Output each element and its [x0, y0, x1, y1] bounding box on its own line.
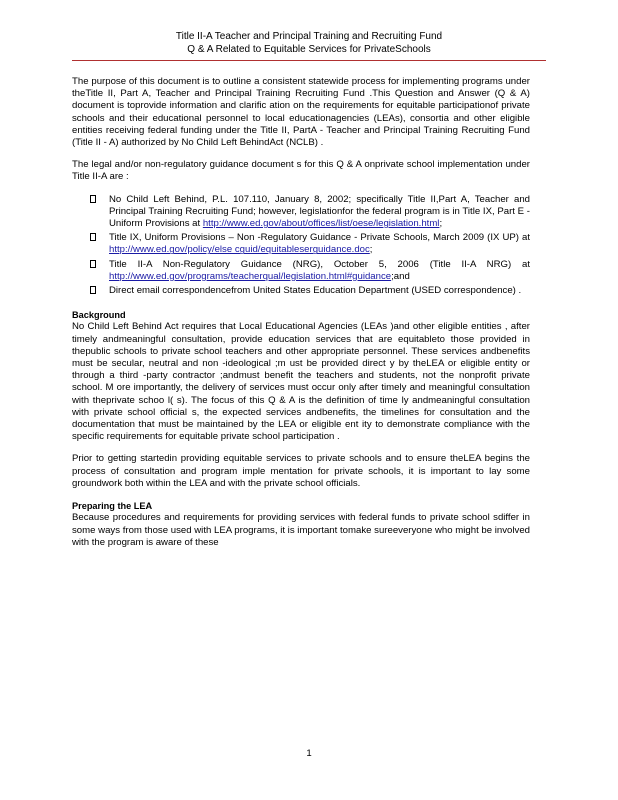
background-paragraph: No Child Left Behind Act requires that Local Educational Agencies (LEAs )and other eligible entities , after timely andmeaningful consultation, provide education services that are equitableto those provided in thepublic schools to private school teachers and other appropriate personnel. These services andbenefits must be secular, neutral and non -ideological ;m ust be provided direct y by theLEA or eligible entity or through a third -party contractor ;andmust benefit the teachers and students, not the nonprofit private school. M ore importantly, the delivery of services must occur only after timely and meaningful consultation with theprivate schoo l( s). The focus of this Q & A is the definition of time ly andmeaningful consultation with private school official s, the expected services andbenefits, the timelines for consultation and the documentation that must be maintained by the LEA or eligible ent ity to demonstrate compliance with the specific requirements for equitable private school participation .	[72, 321, 530, 443]
document-body	[72, 76, 530, 559]
guidance-list	[72, 194, 530, 298]
list-item: Title II-A Non-Regulatory Guidance (NRG), October 5, 2006 (Title II-A NRG) at http://www.ed.gov/programs/teacherqual/legislation.html#guidance;and	[72, 259, 530, 283]
bullet-box-icon	[90, 233, 96, 241]
header-divider	[72, 60, 546, 61]
page-number: 1	[306, 748, 312, 759]
teacherqual-link[interactable]: http://www.ed.gov/programs/teacherqual/legislation.html#guidance	[109, 270, 392, 282]
legislation-link[interactable]: http://www.ed.gov/about/offices/list/oese/legislation.html	[202, 218, 440, 230]
preparing-paragraph: Because procedures and requirements for providing services with federal funds to private school sdiffer in some ways from those used with LEA programs, it is important tomake sureeveryone who might be involved with the program is aware of these	[72, 512, 530, 548]
preparing-heading: Preparing the LEA	[72, 501, 153, 512]
groundwork-paragraph: Prior to getting startedin providing equitable services to private schools and to ensure theLEA begins the process of consultation and program imple mentation for private schools, it is important to lay some groundwork both within the LEA and with the private school officials.	[72, 453, 530, 489]
header-title-line2: Q & A Related to Equitable Services for PrivateSchools	[187, 44, 431, 55]
bullet-box-icon	[90, 195, 96, 203]
header-title-line1: Title II-A Teacher and Principal Training and Recruiting Fund	[175, 31, 443, 42]
list-item: Title IX, Uniform Provisions – Non -Regulatory Guidance - Private Schools, March 2009 (IX UP) at http://www.ed.gov/policy/else cguid/equitableserguidance.doc;	[72, 232, 530, 256]
background-heading: Background	[72, 310, 126, 321]
bullet-box-icon	[90, 286, 96, 294]
list-item: No Child Left Behind, P.L. 107.110, January 8, 2002; specifically Title II,Part A, Teacher and Principal Training Recruiting Fund; however, legislationfor the federal program is in Title IX, Part E - Uniform Provisions at http://www.ed.gov/about/offices/list/oese/legislation.html;	[72, 194, 530, 231]
purpose-paragraph: The purpose of this document is to outline a consistent statewide process for implementing programs under theTitle II, Part A, Teacher and Principal Training Recruiting Fund .This Question and Answer (Q & A) document is toprovide information and clarific ation on the requirements for equitable participationof private schools and their educational personnel to local educationagencies (LEAs), consortia and other eligible entities receiving federal funding under the Title II, PartA - Teacher and Principal Training Recruiting Fund (Title II - A) authorized by No Child Left BehindAct (NCLB) .	[72, 76, 530, 149]
bullet-box-icon	[90, 260, 96, 268]
equitable-guidance-link[interactable]: http://www.ed.gov/policy/else cguid/equitableserguidance.doc	[109, 244, 370, 256]
legal-intro-paragraph: The legal and/or non-regulatory guidance document s for this Q & A onprivate school implementation under Title II-A are :	[72, 159, 530, 183]
list-item: Direct email correspondencefrom United States Education Department (USED correspondence) .	[72, 285, 530, 297]
document-header	[0, 30, 618, 56]
